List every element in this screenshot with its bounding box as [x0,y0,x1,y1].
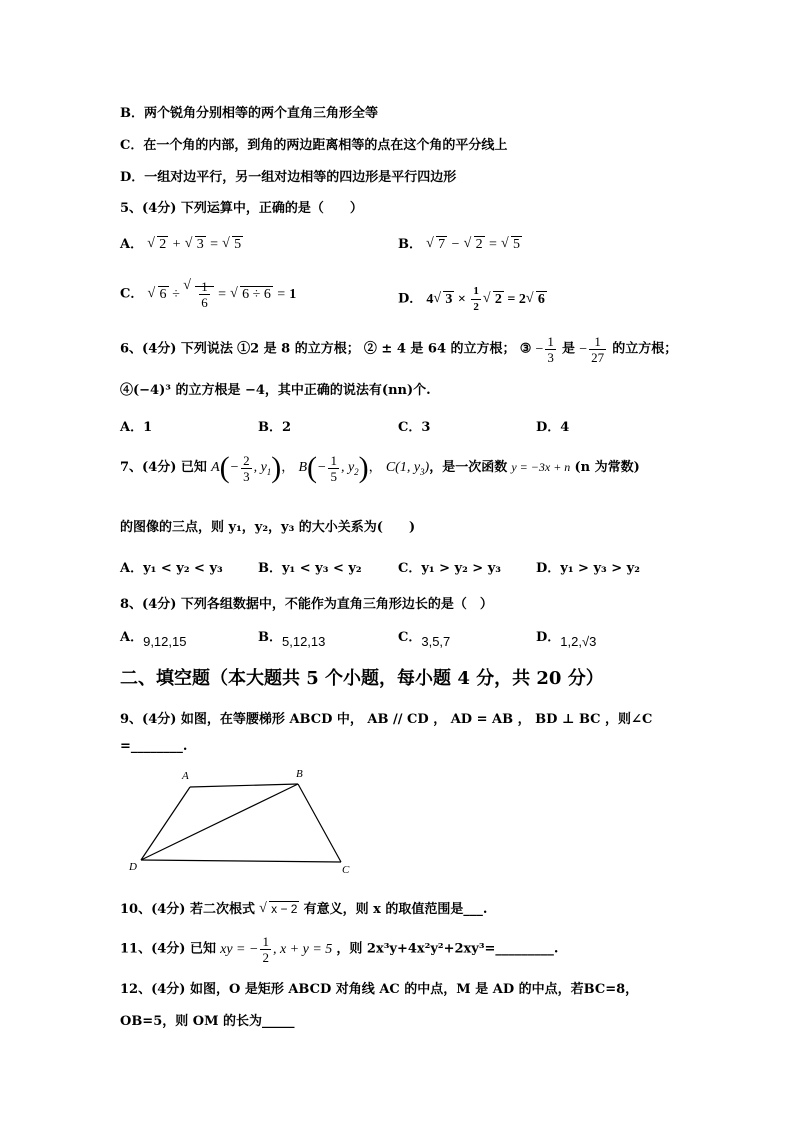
q7-line2: 的图像的三点，则 y₁，y₂，y₃ 的大小关系为( ) [120,520,416,535]
q6-line1: 6、(4分) 下列说法 ①2 是 8 的立方根； ② ± 4 是 64 的立方根； ③ − $\frac{1}{3}$ 是 − $\frac{1}{27}$ 的立方根； [120,334,678,365]
q7-line1: 7、(4分) 已知 A(− $\frac{2}{3}$ , $y_1$)， B(− $\frac{1}{5}$ , $y_2$)， C(1, $y_3$)，是一次函数 y = −3x + n (n 为常数) [120,451,640,484]
q5-d-expression: 4√ 3 × $\frac{1}{2}$ √ 2 = 2√ 6 [426,292,546,307]
q6-line2: ④(−4)³ 的立方根是 −4，其中正确的说法有(nn)个. [120,383,431,398]
section-2-heading: 二、填空题（本大题共 5 个小题，每小题 4 分，共 20 分） [120,668,604,689]
q5-stem: 5、(4分) 下列运算中，正确的是（ ） [120,201,363,216]
q7-option-d: D．y₁ > y₃ > y₂ [536,561,640,576]
side-cd [141,860,341,862]
diagonal-bd [141,784,298,860]
q9-stem: 9、(4分) 如图，在等腰梯形 ABCD 中， AB // CD ， AD = AB ， BD ⊥ BC ，则∠C [120,712,653,727]
prev-option-c: C．在一个角的内部，到角的两边距离相等的点在这个角的平分线上 [120,138,508,153]
q5-option-a: A． √ 2 + √ 3 = √ 5 [120,233,243,253]
label-d: D [129,861,137,873]
label-a: A [182,770,189,782]
q8-stem: 8、(4分) 下列各组数据中，不能作为直角三角形边长的是（ ） [120,597,493,612]
q5-a-expression: √ 2 + √ 3 = √ 5 [147,237,243,252]
q5-option-c: C． √ 6 ÷ √ $\frac{1}{6}$ = √ 6 ÷ 6 = 1 [120,279,296,310]
q12-line2: OB=5，则 OM 的长为_____ [120,1014,295,1029]
q6-option-a: A．1 [120,420,153,435]
q6-option-c: C．3 [398,420,431,435]
q6-option-b: B．2 [258,420,292,435]
q8-option-d: D．1,2,√3 [536,630,597,649]
prev-option-d: D．一组对边平行，另一组对边相等的四边形是平行四边形 [120,170,457,185]
q5-option-d: D． 4√ 3 × $\frac{1}{2}$ √ 2 = 2√ 6 [398,284,547,315]
q8-option-c: C．3,5,7 [398,630,451,649]
q8-option-b: B．5,12,13 [258,630,326,649]
q9-answer-line: =________. [120,739,188,754]
q8-option-a: A．9,12,15 [120,630,187,649]
trapezoid-figure [120,762,360,882]
q5-c-expression: √ 6 ÷ √ $\frac{1}{6}$ = √ 6 ÷ 6 = 1 [148,287,297,302]
q11-stem: 11、(4分) 已知 xy = − $\frac{1}{2}$ , x + y = 5 ，则 2x³y+4x²y²+2xy³=_________. [120,934,559,965]
q7-option-a: A．y₁ < y₂ < y₃ [120,561,223,576]
side-da [141,787,190,860]
q7-option-c: C．y₁ > y₂ > y₃ [398,561,501,576]
label-b: B [296,768,303,780]
q7-option-b: B．y₁ < y₃ < y₂ [258,561,362,576]
label-c: C [342,864,350,876]
q6-option-d: D．4 [536,420,570,435]
q12-line1: 12、(4分) 如图，O 是矩形 ABCD 对角线 AC 的中点，M 是 AD 的中点，若BC=8， [120,982,639,997]
q5-option-b: B． √ 7 − √ 2 = √ 5 [398,233,522,253]
q5-b-expression: √ 7 − √ 2 = √ 5 [426,237,522,252]
q10-stem: 10、(4分) 若二次根式 √ x − 2 有意义，则 x 的取值范围是___. [120,898,487,918]
side-ab [190,784,298,787]
side-bc [298,784,341,862]
prev-option-b: B．两个锐角分别相等的两个直角三角形全等 [120,106,378,121]
